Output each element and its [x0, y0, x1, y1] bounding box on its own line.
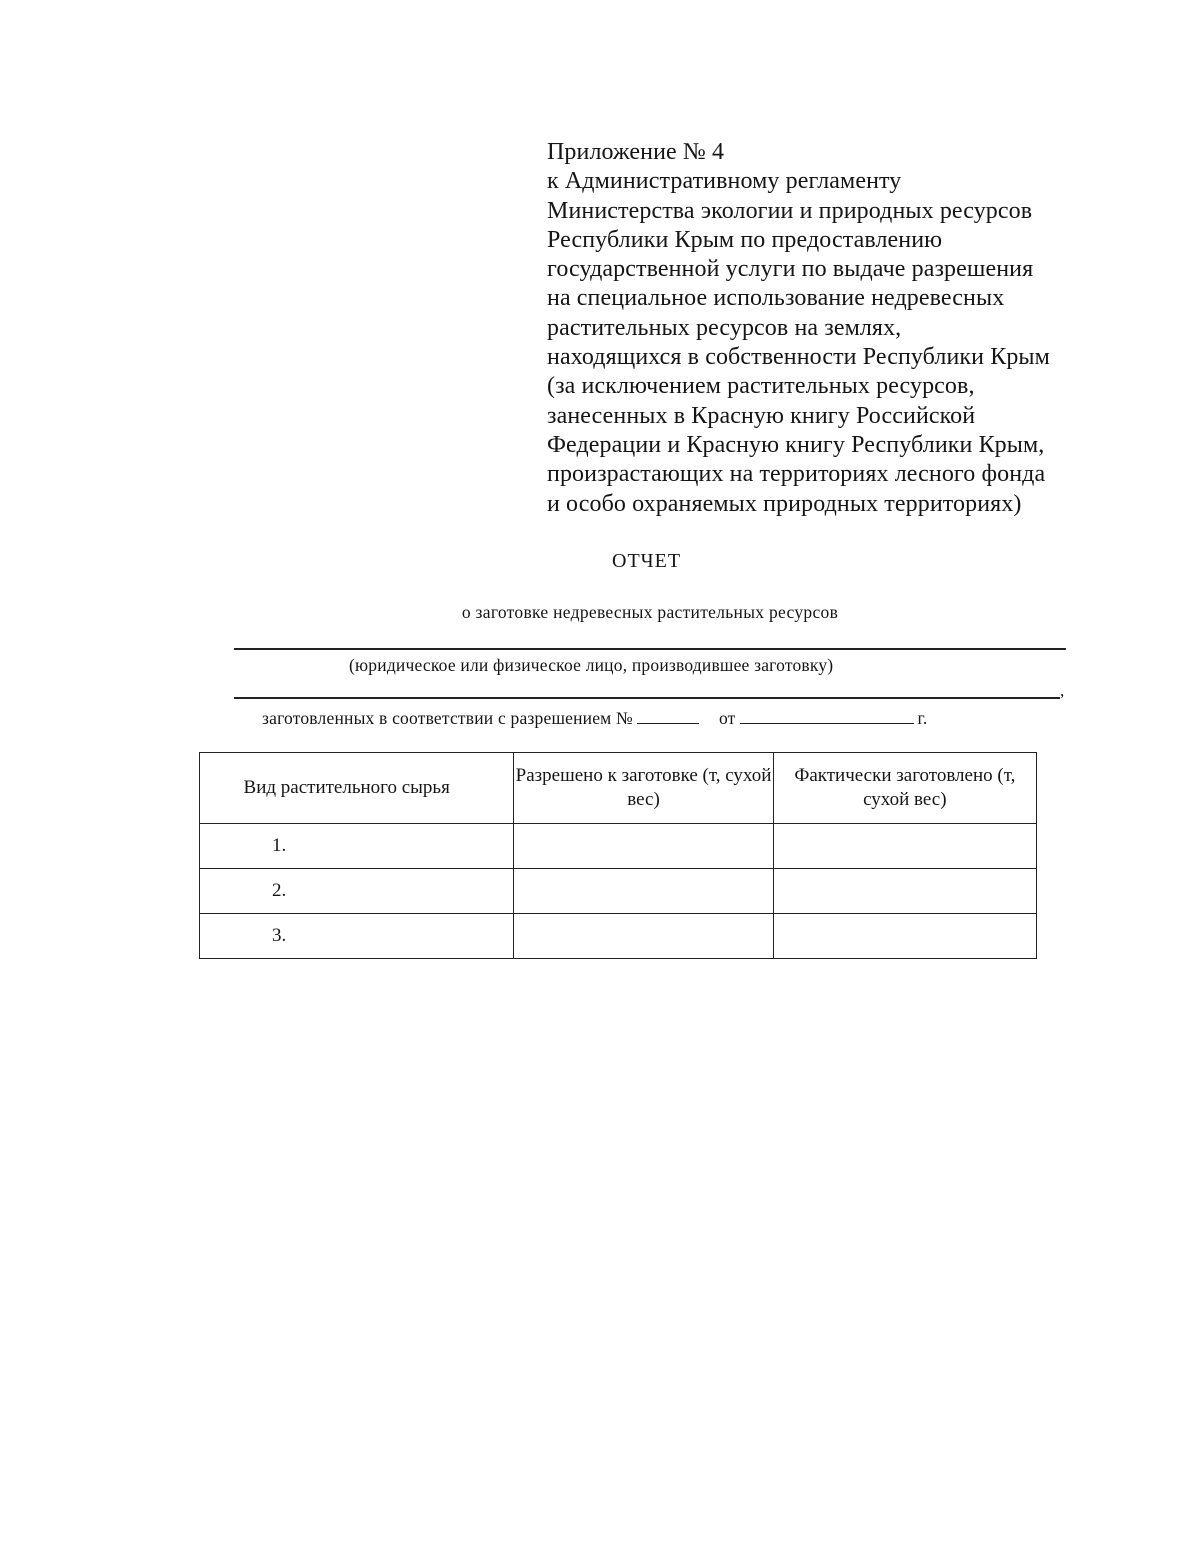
- permit-number-blank[interactable]: [637, 706, 699, 724]
- header-raw-material: Вид растительного сырья: [243, 777, 450, 798]
- appendix-line: Приложение № 4: [547, 139, 725, 165]
- table-row: [200, 824, 1037, 869]
- table-cell-actual[interactable]: [773, 824, 1036, 869]
- table-header-cell: [514, 753, 773, 824]
- header-actual: Фактически заготовлено (т, сухой вес): [794, 765, 1016, 810]
- header-allowed: Разрешено к заготовке (т, сухой вес): [515, 765, 772, 810]
- appendix-line: Министерства экологии и природных ресурсов: [547, 197, 1033, 224]
- line-comma: ,: [1060, 681, 1065, 700]
- harvest-table: [199, 752, 1037, 959]
- table-cell-allowed[interactable]: [514, 869, 773, 914]
- permit-line: [262, 706, 928, 729]
- appendix-line: Федерации и Красную книгу Республики Крым,: [547, 431, 1045, 458]
- table-cell-actual[interactable]: [773, 869, 1036, 914]
- appendix-line: Республики Крым по предоставлению: [547, 226, 943, 253]
- entity-fill-line[interactable]: [234, 648, 1066, 650]
- entity-caption: (юридическое или физическое лицо, производившее заготовку): [349, 655, 834, 675]
- permit-year-label: г.: [917, 708, 928, 728]
- entity-fill-line-2[interactable]: [234, 697, 1060, 699]
- appendix-line: и особо охраняемых природных территориях): [547, 490, 1022, 517]
- row-number: 3.: [200, 914, 514, 959]
- appendix-line: (за исключением растительных ресурсов,: [547, 373, 975, 400]
- permit-date-blank[interactable]: [740, 706, 914, 724]
- appendix-line: государственной услуги по выдаче разрешения: [547, 256, 1034, 283]
- report-subtitle: о заготовке недревесных растительных ресурсов: [461, 602, 839, 622]
- appendix-line: растительных ресурсов на землях,: [547, 314, 902, 341]
- appendix-line: к Административному регламенту: [547, 168, 902, 195]
- table-header-cell: [773, 753, 1036, 824]
- table-header-row: [200, 753, 1037, 824]
- row-number: 1.: [200, 824, 514, 869]
- row-number: 2.: [200, 869, 514, 914]
- table-cell-allowed[interactable]: [514, 914, 773, 959]
- appendix-block: [547, 138, 1147, 519]
- appendix-line: находящихся в собственности Республики Крым: [547, 344, 1050, 371]
- table-cell-actual[interactable]: [773, 914, 1036, 959]
- appendix-line: занесенных в Красную книгу Российской: [547, 402, 976, 429]
- table-cell-allowed[interactable]: [514, 824, 773, 869]
- table-header-cell: [200, 753, 514, 824]
- permit-prefix: заготовленных в соответствии с разрешением №: [262, 708, 633, 728]
- table-row: [200, 869, 1037, 914]
- appendix-line: произрастающих на территориях лесного фонда: [547, 461, 1046, 488]
- report-title: ОТЧЕТ: [612, 550, 682, 572]
- appendix-line: на специальное использование недревесных: [547, 285, 1005, 312]
- permit-from-label: от: [718, 708, 736, 728]
- table-row: [200, 914, 1037, 959]
